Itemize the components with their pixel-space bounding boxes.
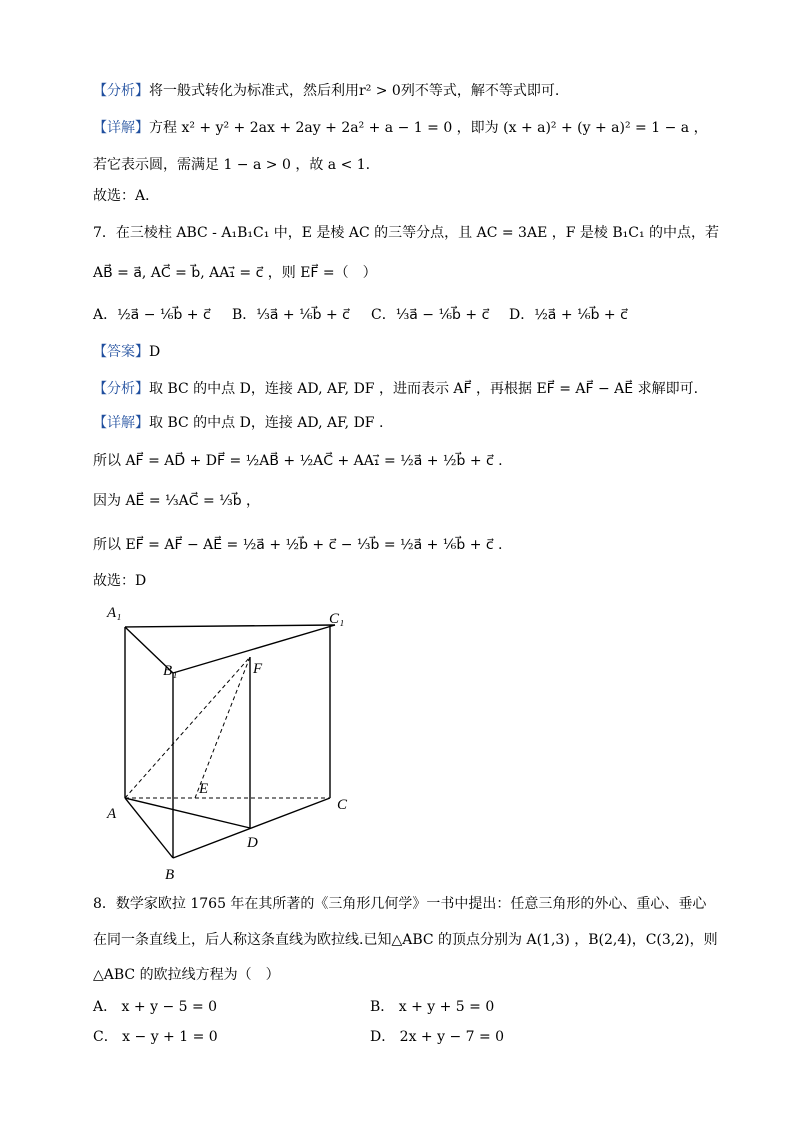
detail-tag: 【详解】 bbox=[93, 415, 149, 431]
q8-option-d: D． 2x + y − 7 = 0 bbox=[370, 1029, 505, 1045]
q7-step-3: 所以 EF⃗ = AF⃗ − AE⃗ = ½a⃗ + ½b⃗ + c⃗ − ⅓b⃗ = ½a⃗ + ⅙b⃗ + c⃗ . bbox=[93, 537, 503, 553]
label-a1: A₁ bbox=[107, 605, 122, 621]
q6-analysis bbox=[93, 81, 559, 101]
label-d: D bbox=[247, 835, 258, 851]
q7-choice: 故选：D bbox=[93, 573, 147, 589]
q6-line3: 若它表示圆，需满足 1 − a > 0 ，故 a < 1. bbox=[93, 157, 371, 173]
q6-analysis-text: 将一般式转化为标准式，然后利用r² > 0列不等式，解不等式即可. bbox=[149, 83, 560, 99]
q8-stem-2: 在同一条直线上，后人称这条直线为欧拉线.已知△ABC 的顶点分别为 A(1,3) ，B(2,4)，C(3,2)，则 bbox=[93, 932, 718, 948]
label-e: E bbox=[199, 781, 209, 797]
q7-step-1: 所以 AF⃗ = AD⃗ + DF⃗ = ½AB⃗ + ½AC⃗ + AA₁⃗ = ½a⃗ + ½b⃗ + c⃗ . bbox=[93, 453, 503, 469]
q7-option-d: D．½a⃗ + ⅙b⃗ + c⃗ bbox=[509, 307, 628, 323]
analysis-tag: 【分析】 bbox=[93, 83, 149, 99]
prism-figure bbox=[95, 595, 365, 890]
label-f: F bbox=[253, 661, 263, 677]
q7-analysis bbox=[93, 379, 698, 399]
label-a: A bbox=[107, 806, 117, 822]
q7-stem-2: AB⃗ = a⃗, AC⃗ = b⃗, AA₁⃗ = c⃗ ，则 EF⃗ =（ ） bbox=[93, 265, 377, 281]
q7-option-b: B．⅓a⃗ + ⅙b⃗ + c⃗ bbox=[232, 307, 350, 323]
analysis-tag: 【分析】 bbox=[93, 381, 149, 397]
label-c1: C₁ bbox=[329, 611, 345, 627]
q8-option-c: C． x − y + 1 = 0 bbox=[93, 1029, 218, 1045]
q6-detail bbox=[93, 118, 708, 138]
q8-stem-1: 8．数学家欧拉 1765 年在其所著的《三角形几何学》一书中提出：任意三角形的外心、重心、垂心 bbox=[93, 896, 707, 912]
q7-detail bbox=[93, 413, 383, 433]
q6-detail-text: 方程 x² + y² + 2ax + 2ay + 2a² + a − 1 = 0 ，即为 (x + a)² + (y + a)² = 1 − a ， bbox=[149, 120, 708, 136]
answer-tag: 【答案】 bbox=[93, 344, 149, 360]
detail-tag: 【详解】 bbox=[93, 120, 149, 136]
q7-answer bbox=[93, 342, 160, 362]
q7-option-c: C．⅓a⃗ − ⅙b⃗ + c⃗ bbox=[371, 307, 490, 323]
label-b1: B₁ bbox=[163, 663, 178, 679]
q8-option-b: B． x + y + 5 = 0 bbox=[370, 999, 495, 1015]
q6-choice: 故选：A． bbox=[93, 188, 160, 204]
q8-stem-3: △ABC 的欧拉线方程为（ ） bbox=[93, 967, 280, 983]
q7-answer-text: D bbox=[149, 344, 161, 360]
label-b: B bbox=[165, 867, 175, 883]
q7-step-2: 因为 AE⃗ = ⅓AC⃗ = ⅓b⃗ ， bbox=[93, 493, 261, 509]
q7-stem-1: 7．在三棱柱 ABC - A₁B₁C₁ 中，E 是棱 AC 的三等分点，且 AC = 3AE ，F 是棱 B₁C₁ 的中点，若 bbox=[93, 225, 720, 241]
label-c: C bbox=[337, 797, 348, 813]
q7-option-a: A．½a⃗ − ⅙b⃗ + c⃗ bbox=[93, 307, 211, 323]
q7-analysis-text: 取 BC 的中点 D，连接 AD, AF, DF ，进而表示 AF⃗ ，再根据 EF⃗ = AF⃗ − AE⃗ 求解即可. bbox=[149, 381, 699, 397]
q8-option-a: A． x + y − 5 = 0 bbox=[93, 999, 218, 1015]
q7-detail-text: 取 BC 的中点 D，连接 AD, AF, DF . bbox=[149, 415, 384, 431]
